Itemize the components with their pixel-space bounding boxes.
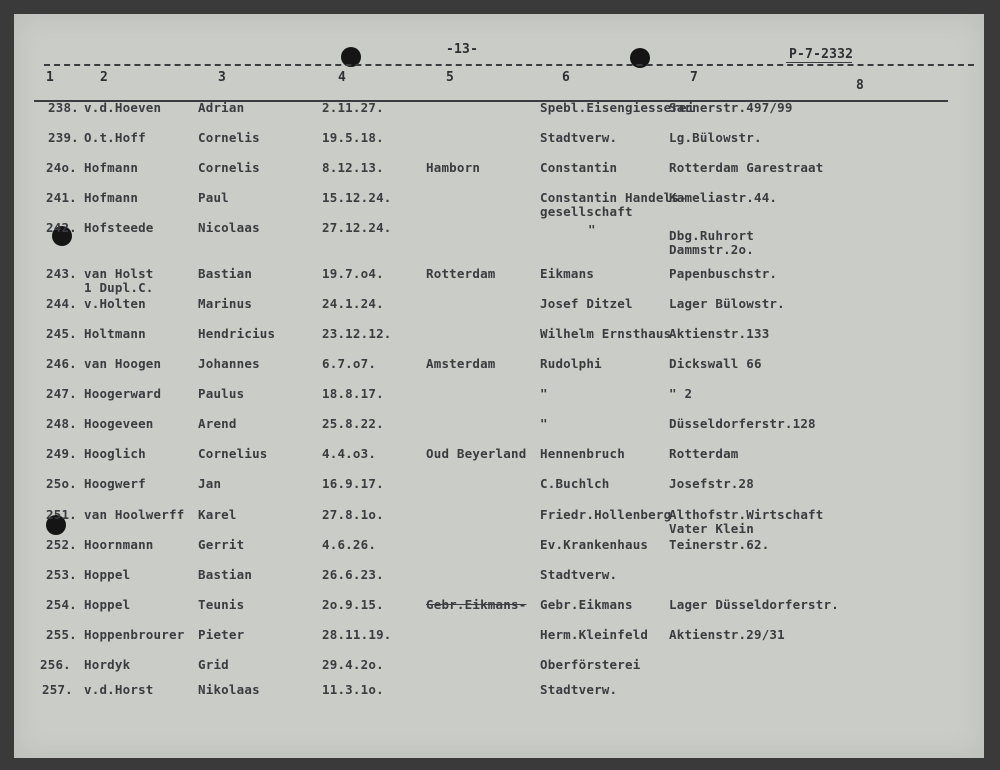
given-name: Bastian <box>198 567 253 582</box>
employer: Ev.Krankenhaus <box>540 537 649 552</box>
employer: Josef Ditzel <box>540 296 633 311</box>
given-name: Bastian <box>198 266 253 281</box>
given-name: Marinus <box>198 296 253 311</box>
birth-date: 23.12.12. <box>322 326 392 341</box>
birth-date: 4.4.o3. <box>322 446 377 461</box>
surname-note: 1 Dupl.C. <box>84 280 154 295</box>
employer: Stadtverw. <box>540 130 618 145</box>
entry-number: 256. <box>40 657 71 672</box>
employer: Oberförsterei <box>540 657 641 672</box>
address: Sarnerstr.497/99 <box>669 100 793 115</box>
entry-number: 242. <box>46 220 77 235</box>
address: Aktienstr.133 <box>669 326 770 341</box>
header-top-rule <box>44 64 974 66</box>
birth-date: 2o.9.15. <box>322 597 384 612</box>
entry-number: 251. <box>46 507 77 522</box>
surname: v.d.Hoeven <box>84 100 162 115</box>
surname: Holtmann <box>84 326 146 341</box>
address: " 2 <box>669 386 693 401</box>
entry-number: 243. <box>46 266 77 281</box>
address-continued: Vater Klein <box>669 521 754 536</box>
surname: Hoppel <box>84 567 131 582</box>
given-name: Grid <box>198 657 229 672</box>
employer: Friedr.Hollenberg <box>540 507 672 522</box>
employer: " <box>588 222 596 237</box>
birth-date: 8.12.13. <box>322 160 384 175</box>
surname: van Hoolwerff <box>84 507 185 522</box>
address: Dickswall 66 <box>669 356 762 371</box>
employer: Stadtverw. <box>540 567 618 582</box>
address: Rotterdam <box>669 446 739 461</box>
birth-date: 19.7.o4. <box>322 266 384 281</box>
address: Kameliastr.44. <box>669 190 778 205</box>
column-header-5: 5 <box>446 70 455 85</box>
birth-date: 6.7.o7. <box>322 356 377 371</box>
address: Lg.Bülowstr. <box>669 130 762 145</box>
entry-number: 255. <box>46 627 77 642</box>
given-name: Cornelis <box>198 130 260 145</box>
birth-date: 27.8.1o. <box>322 507 384 522</box>
entry-number: 253. <box>46 567 77 582</box>
address: Lager Bülowstr. <box>669 296 785 311</box>
header-bottom-rule <box>34 100 948 102</box>
birthplace: Hamborn <box>426 160 481 175</box>
employer: Gebr.Eikmans <box>540 597 633 612</box>
address: Dbg.Ruhrort <box>669 228 754 243</box>
entry-number: 24o. <box>46 160 77 175</box>
address: Papenbuschstr. <box>669 266 778 281</box>
column-header-6: 6 <box>562 70 571 85</box>
employer: Constantin <box>540 160 618 175</box>
given-name: Pieter <box>198 627 245 642</box>
employer: Herm.Kleinfeld <box>540 627 649 642</box>
surname: Hoornmann <box>84 537 154 552</box>
surname: Hofmann <box>84 190 139 205</box>
surname: Hooglich <box>84 446 146 461</box>
entry-number: 249. <box>46 446 77 461</box>
birth-date: 4.6.26. <box>322 537 377 552</box>
given-name: Karel <box>198 507 237 522</box>
given-name: Nikolaas <box>198 682 260 697</box>
employer: Stadtverw. <box>540 682 618 697</box>
surname: Hoppel <box>84 597 131 612</box>
reference-underline <box>786 62 852 63</box>
employer: Constantin Handels- <box>540 190 687 205</box>
given-name: Arend <box>198 416 237 431</box>
birth-date: 16.9.17. <box>322 476 384 491</box>
document-reference: P-7-2332 <box>789 47 854 62</box>
surname: Hoogeveen <box>84 416 154 431</box>
address-continued: Dammstr.2o. <box>669 242 754 257</box>
surname: Hofmann <box>84 160 139 175</box>
birth-date: 11.3.1o. <box>322 682 384 697</box>
entry-number: 239. <box>48 130 79 145</box>
entry-number: 247. <box>46 386 77 401</box>
entry-number: 25o. <box>46 476 77 491</box>
birth-date: 25.8.22. <box>322 416 384 431</box>
employer: Spebl.Eisengiesserei <box>540 100 695 115</box>
birthplace: Gebr.Eikmans- <box>426 597 527 612</box>
column-header-4: 4 <box>338 70 347 85</box>
page-number: -13- <box>446 42 479 57</box>
birthplace: Amsterdam <box>426 356 496 371</box>
surname: O.t.Hoff <box>84 130 146 145</box>
surname: Hoogwerf <box>84 476 146 491</box>
employer: C.Buchlch <box>540 476 610 491</box>
birth-date: 27.12.24. <box>322 220 392 235</box>
birthplace: Rotterdam <box>426 266 496 281</box>
given-name: Adrian <box>198 100 245 115</box>
address: Josefstr.28 <box>669 476 754 491</box>
given-name: Cornelis <box>198 160 260 175</box>
surname: v.d.Horst <box>84 682 154 697</box>
given-name: Johannes <box>198 356 260 371</box>
given-name: Paul <box>198 190 229 205</box>
entry-number: 241. <box>46 190 77 205</box>
entry-number: 248. <box>46 416 77 431</box>
column-header-8: 8 <box>856 78 865 93</box>
given-name: Cornelius <box>198 446 268 461</box>
entry-number: 246. <box>46 356 77 371</box>
given-name: Nicolaas <box>198 220 260 235</box>
birthplace: Oud Beyerland <box>426 446 527 461</box>
birth-date: 26.6.23. <box>322 567 384 582</box>
employer: Eikmans <box>540 266 595 281</box>
address: Rotterdam Garestraat <box>669 160 824 175</box>
birth-date: 15.12.24. <box>322 190 392 205</box>
birth-date: 24.1.24. <box>322 296 384 311</box>
given-name: Hendricius <box>198 326 276 341</box>
address: Düsseldorferstr.128 <box>669 416 816 431</box>
given-name: Paulus <box>198 386 245 401</box>
given-name: Jan <box>198 476 222 491</box>
column-header-7: 7 <box>690 70 699 85</box>
given-name: Teunis <box>198 597 245 612</box>
birth-date: 28.11.19. <box>322 627 392 642</box>
column-header-2: 2 <box>100 70 109 85</box>
surname: Hoppenbrourer <box>84 627 185 642</box>
employer: " <box>540 386 548 401</box>
surname: van Hoogen <box>84 356 162 371</box>
surname: van Holst <box>84 266 154 281</box>
surname: v.Holten <box>84 296 146 311</box>
address: Teinerstr.62. <box>669 537 770 552</box>
address: Lager Düsseldorferstr. <box>669 597 839 612</box>
address: Aktienstr.29/31 <box>669 627 785 642</box>
birth-date: 29.4.2o. <box>322 657 384 672</box>
birth-date: 19.5.18. <box>322 130 384 145</box>
entry-number: 252. <box>46 537 77 552</box>
entry-number: 254. <box>46 597 77 612</box>
address: Althofstr.Wirtschaft <box>669 507 824 522</box>
document-sheet <box>14 14 984 758</box>
entry-number: 244. <box>46 296 77 311</box>
birth-date: 2.11.27. <box>322 100 384 115</box>
surname: Hofsteede <box>84 220 154 235</box>
employer-continued: gesellschaft <box>540 204 633 219</box>
entry-number: 245. <box>46 326 77 341</box>
birth-date: 18.8.17. <box>322 386 384 401</box>
employer: " <box>540 416 548 431</box>
employer: Hennenbruch <box>540 446 625 461</box>
column-header-1: 1 <box>46 70 55 85</box>
given-name: Gerrit <box>198 537 245 552</box>
surname: Hoogerward <box>84 386 162 401</box>
employer: Rudolphi <box>540 356 602 371</box>
employer: Wilhelm Ernsthaus <box>540 326 672 341</box>
column-header-3: 3 <box>218 70 227 85</box>
entry-number: 257. <box>42 682 73 697</box>
surname: Hordyk <box>84 657 131 672</box>
entry-number: 238. <box>48 100 79 115</box>
